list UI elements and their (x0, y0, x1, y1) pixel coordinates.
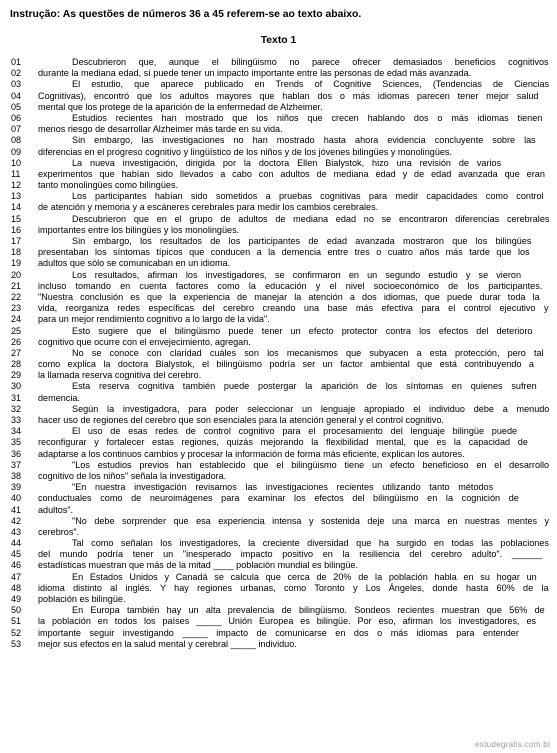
line-number: 40 (11, 493, 22, 504)
line-text: población es bilingüe. (38, 594, 126, 604)
line-number: 45 (11, 549, 22, 560)
text-line (0, 247, 557, 258)
line-text: mental que los protege de la aparición de la enfermedad de Alzheimer. (38, 101, 323, 112)
text-line (0, 370, 557, 381)
line-number: 44 (11, 538, 22, 549)
text-line (0, 91, 557, 102)
line-text: para un mejor rendimiento cognitivo a lo largo de la vida". (38, 314, 270, 325)
line-number: 05 (11, 101, 22, 112)
text-line (0, 214, 557, 225)
text-line (0, 314, 557, 325)
line-text: de atención y memoria y a escáneres cerebrales para medir los cambios cerebrales. (38, 202, 379, 213)
text-line (0, 102, 557, 113)
line-number: 13 (11, 191, 22, 202)
line-text: Sin embargo, las investigaciones no han mostrado hasta ahora evidencia concluyente sobre las (72, 135, 536, 146)
line-number: 42 (11, 515, 22, 526)
line-text: durante la mediana edad, sí puede tener un impacto importante entre las personas de edad más avanzada. (38, 68, 472, 79)
text-line (0, 292, 557, 303)
line-number: 21 (11, 280, 22, 291)
line-number: 07 (11, 124, 22, 135)
text-line (0, 124, 557, 135)
line-number: 27 (11, 347, 22, 358)
text-line (0, 639, 557, 650)
text-line (0, 79, 557, 90)
line-text: hacer uso de regiones del cerebro que son esenciales para la atención general y el control cognitivo. (38, 415, 444, 425)
line-number: 26 (11, 336, 22, 347)
text-line (0, 449, 557, 460)
text-line (0, 560, 557, 571)
line-text: Esto sugiere que el bilingüismo puede tener un efecto protector contra los efectos del deterioro (72, 325, 533, 336)
line-text: cognitivo que ocurre con el envejecimiento, agregan. (38, 336, 251, 347)
line-text: demencia. (38, 392, 80, 403)
line-number: 28 (11, 359, 22, 370)
watermark: estudegratis.com.br (475, 740, 551, 749)
line-text: En Estados Unidos y Canadá se calcula que cerca de 20% de la población habla en su hogar un (72, 571, 537, 582)
line-number: 52 (11, 627, 22, 638)
text-line (0, 169, 557, 180)
text-line (0, 471, 557, 482)
line-text: Los participantes habían sido sometidos a pruebas cognitivas para medir capacidades como control (72, 191, 544, 202)
line-number: 37 (11, 459, 22, 470)
line-text: tanto monolingües como bilingües. (38, 180, 179, 191)
text-line (0, 460, 557, 471)
line-text: Tal como señalan los investigadores, la creciente diversidad que ha surgido en todas las poblaciones (72, 538, 549, 549)
line-number: 53 (11, 638, 22, 649)
text-body (0, 57, 557, 650)
text-line (0, 605, 557, 616)
line-text: Esta reserva cognitiva también puede postergar la aparición de los síntomas en quienes sufren (72, 381, 537, 392)
text-line (0, 337, 557, 348)
line-text: El estudio, que aparece publicado en Trends of Cognitive Sciences, (Tendencias de Ciencias (72, 79, 550, 90)
line-text: Según la investigadora, para poder seleccionar un lenguaje apropiado el individuo debe a menudo (72, 403, 550, 414)
line-number: 09 (11, 146, 22, 157)
line-number: 16 (11, 224, 22, 235)
line-text: conductuales como de neuroimágenes para examinar los efectos del bilingüismo en la cognición de (38, 493, 519, 504)
line-text: "Los estudios previos han establecido que el bilingüismo tiene un efecto beneficioso en el desarrollo (72, 459, 550, 470)
line-number: 02 (11, 68, 22, 79)
text-line (0, 281, 557, 292)
line-text: mejor sus efectos en la salud mental y cerebral _____ individuo. (38, 638, 297, 649)
line-text: como explica la doctora Bialystok, el bilingüismo podría ser un factor ambiental que está contribuyendo a (38, 359, 534, 370)
line-text: Descubrieron que en el grupo de adultos de mediana edad no se encontraron diferencias cerebrales (72, 213, 550, 224)
line-number: 47 (11, 571, 22, 582)
text-line (0, 628, 557, 639)
line-text: adultos". (38, 504, 74, 515)
text-line (0, 225, 557, 236)
line-text: La nueva investigación, dirigida por la doctora Ellen Bialystok, hizo una revisión de varios (72, 157, 502, 168)
text-line (0, 147, 557, 158)
text-line (0, 404, 557, 415)
line-text: El uso de esas redes de control cognitivo para el procesamiento del lenguaje bilingüe puede (72, 426, 518, 437)
text-line (0, 549, 557, 560)
text-line (0, 135, 557, 146)
text-line (0, 270, 557, 281)
text-line (0, 180, 557, 191)
line-number: 03 (11, 79, 22, 90)
line-number: 35 (11, 437, 22, 448)
line-text: Los resultados, afirman los investigadores, se confirmaron en un segundo estudio y se vieron (72, 269, 522, 280)
text-line (0, 303, 557, 314)
text-line (0, 583, 557, 594)
line-number: 17 (11, 236, 22, 246)
line-text: vida, reorganiza redes específicas del cerebro creando una base más efectiva para el control ejecutivo y (38, 303, 549, 314)
text-line (0, 426, 557, 437)
line-text: cognitivo de los niños" señala la investigadora. (38, 470, 227, 481)
line-text: Descubrieron que, aunque el bilingüismo no parece ofrecer demasiados beneficios cognitivos (72, 57, 549, 67)
line-text: cerebros". (38, 526, 80, 537)
line-number: 22 (11, 291, 22, 302)
line-text: Sin embargo, los resultados de los participantes de edad avanzada mostraron que los bilingües (72, 236, 532, 246)
line-number: 50 (11, 605, 22, 616)
instruction-heading: Instrução: As questões de números 36 a 45 referem-se ao texto abaixo. (10, 9, 362, 20)
line-text: Estudios recientes han mostrado que los niños que crecen hablando dos o más idiomas tienen (72, 112, 543, 123)
text-line (0, 527, 557, 538)
line-text: Cognitivas), encontró que los adultos mayores que hablan dos o más idiomas parecen tener mejor salud (38, 90, 539, 101)
line-number: 33 (11, 415, 22, 425)
line-text: menos riesgo de desarrollar Alzheimer más tarde en su vida. (38, 124, 283, 135)
line-number: 36 (11, 448, 22, 459)
text-line (0, 594, 557, 605)
text-line (0, 482, 557, 493)
line-number: 41 (11, 504, 22, 515)
line-number: 29 (11, 370, 22, 381)
line-number: 32 (11, 403, 22, 414)
text-line (0, 348, 557, 359)
line-text: la llamada reserva cognitiva del cerebro. (38, 370, 202, 381)
line-number: 46 (11, 560, 22, 571)
line-number: 48 (11, 582, 22, 593)
line-number: 10 (11, 157, 22, 168)
line-number: 25 (11, 325, 22, 336)
text-line (0, 326, 557, 337)
line-text: "No debe sorprender que esa experiencia intensa y sostenida deje una marca en nuestras mentes y (72, 515, 550, 526)
line-text: idioma distinto al inglés. Y hay regiones urbanas, como Toronto y Los Ángeles, donde hasta 60% de la (38, 582, 549, 593)
text-line (0, 68, 557, 79)
line-number: 38 (11, 470, 22, 481)
line-text: adultos que sólo se comunicaban en un idioma. (38, 258, 231, 269)
line-text: importantes entre los bilingües y los monolingües. (38, 224, 240, 235)
text-line (0, 202, 557, 213)
line-text: adaptarse a los continuos cambios y procesar la información de forma más eficiente, explican los autores. (38, 448, 465, 459)
line-number: 12 (11, 180, 22, 191)
line-number: 18 (11, 247, 22, 258)
line-text: incluso tomando en cuenta factores como la educación y el nivel socioeconómico de los participantes. (38, 280, 543, 291)
line-text: No se conoce con claridad cuáles son los mecanismos que subyacen a esta protección, pero tal (72, 347, 544, 358)
text-line (0, 437, 557, 448)
text-line (0, 616, 557, 627)
text-line (0, 493, 557, 504)
text-line (0, 258, 557, 269)
line-number: 11 (11, 168, 21, 179)
line-number: 20 (11, 269, 22, 280)
line-number: 31 (11, 392, 22, 403)
text-line (0, 359, 557, 370)
line-number: 06 (11, 112, 22, 123)
text-line (0, 191, 557, 202)
text-line (0, 236, 557, 247)
text-line (0, 516, 557, 527)
line-number: 34 (11, 426, 22, 437)
line-number: 23 (11, 303, 22, 314)
text-title: Texto 1 (260, 35, 297, 46)
line-text: estadísticas muestran que más de la mitad ____ población mundial es bilingüe. (38, 560, 358, 571)
line-number: 04 (11, 90, 22, 101)
line-text: importante seguir investigando _____ impacto de comunicarse en dos o más idiomas para entender (38, 627, 519, 638)
line-number: 49 (11, 594, 22, 604)
text-line (0, 381, 557, 392)
text-line (0, 505, 557, 516)
line-number: 51 (11, 616, 22, 627)
line-text: "Nuestra conclusión es que la experiencia de manejar la atención a dos idiomas, que puede durar toda la (38, 291, 540, 302)
line-number: 39 (11, 482, 22, 493)
line-number: 14 (11, 202, 22, 213)
line-number: 15 (11, 213, 22, 224)
text-line (0, 57, 557, 68)
line-text: del mundo podría tener un "inesperado impacto positivo en la resiliencia del cerebro adulto". ______ (38, 549, 543, 560)
text-line (0, 158, 557, 169)
line-text: diferencias en el progreso cognitivo y lingüístico de los niños y de los jóvenes bilingües y monolingües. (38, 146, 453, 157)
text-line (0, 415, 557, 426)
text-line (0, 572, 557, 583)
text-line (0, 113, 557, 124)
line-number: 19 (11, 258, 22, 269)
line-text: la población en todos los países _____ Unión Europea es bilingüe. Por eso, afirman los investigadores, es (38, 616, 537, 627)
line-number: 43 (11, 526, 22, 537)
text-line (0, 393, 557, 404)
line-text: presentaban los síntomas típicos que conducen a la demencia entre tres o cuatro años más tarde que los (38, 247, 530, 258)
line-number: 30 (11, 381, 22, 392)
line-text: "En nuestra investigación revisamos las investigaciones recientes utilizando tanto métodos (72, 482, 494, 493)
line-text: En Europa también hay un alta prevalencia de bilingüismo. Sondeos recientes muestran que 56% de (72, 605, 545, 616)
line-text: experimentos que habían sido llevados a cabo con adultos de mediana edad y de edad avanzada que eran (38, 168, 545, 179)
line-text: reconfigurar y fortalecer estas regiones, quizás mejorando la flexibilidad mental, que es la capacidad de (38, 437, 528, 448)
text-line (0, 538, 557, 549)
line-number: 24 (11, 314, 22, 325)
line-number: 08 (11, 135, 22, 146)
line-number: 01 (11, 57, 22, 67)
